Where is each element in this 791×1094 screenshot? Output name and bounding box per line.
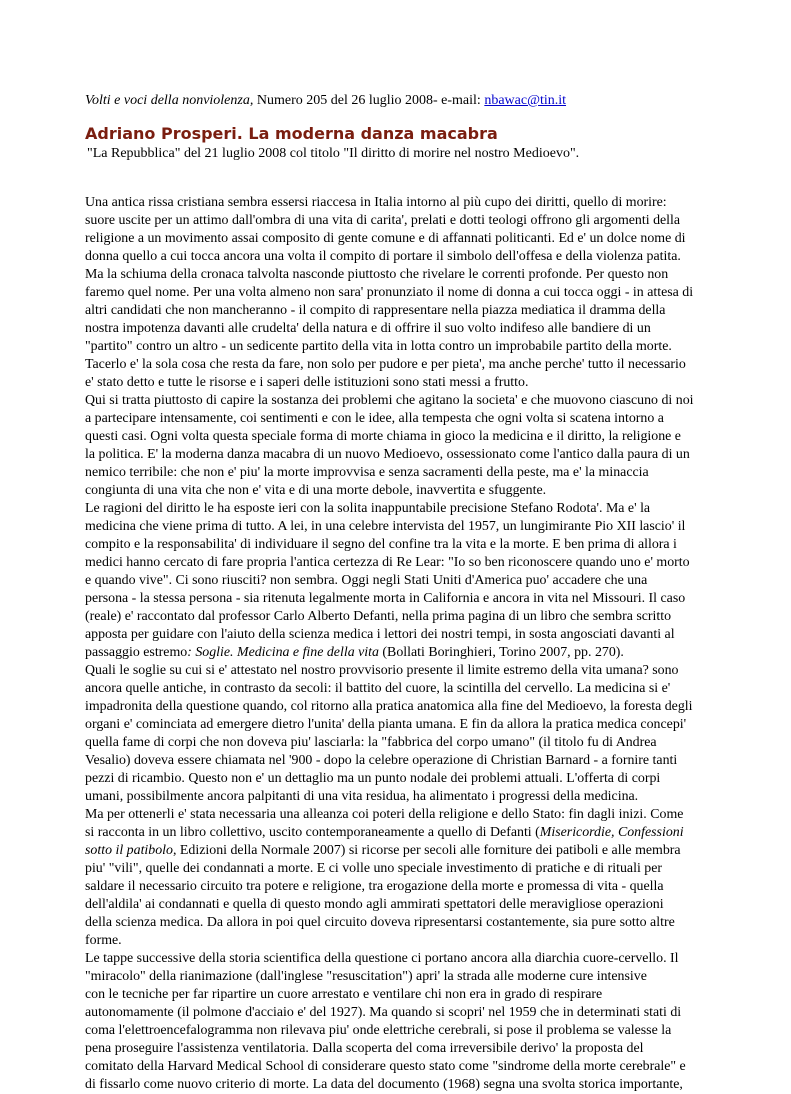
body-line <box>85 878 711 896</box>
body-line <box>85 284 711 302</box>
body-line <box>85 194 711 212</box>
body-line <box>85 1004 711 1022</box>
body-line <box>85 230 711 248</box>
body-line <box>85 896 711 914</box>
body-text-segment: Le tappe successive della storia scientifica della questione ci portano ancora alla diarchia cuore-cervello. Il <box>85 951 679 966</box>
body-line <box>85 446 711 464</box>
body-line <box>85 680 711 698</box>
body-line <box>85 644 711 662</box>
body-text-segment: medicina che viene prima di tutto. A lei, in una celebre intervista del 1957, un lungimirante Pio XII lascio' il <box>85 519 686 534</box>
body-text-segment: e' stato detto e tutte le risorse e i saperi delle istituzioni sono stati messi a frutto. <box>85 375 529 390</box>
body-line <box>85 554 711 572</box>
body-line <box>85 338 711 356</box>
body-line <box>85 428 711 446</box>
body-text-segment: Una antica rissa cristiana sembra essersi riaccesa in Italia intorno al più cupo dei diritti, quello di morire: <box>85 195 667 210</box>
body-line <box>85 986 711 1004</box>
body-text-segment: apposta per guidare con l'aiuto della scienza medica i lettori dei nostri tempi, in sosta angosciati davanti al <box>85 627 675 642</box>
body-text-segment: pena proseguire l'assistenza ventilatoria. Dalla scoperta del coma irreversibile derivo' la proposta del <box>85 1041 644 1056</box>
body-line <box>85 518 711 536</box>
body-text-segment: Le ragioni del diritto le ha esposte ieri con la solita inappuntabile precisione Stefano Rodota'. Ma e' la <box>85 501 651 516</box>
body-text-segment: Vesalio) doveva essere chiamata nel '900 - dopo la celebre operazione di Christian Barnard - a fornire tanti <box>85 753 678 768</box>
body-text-segment: donna quello a cui tocca ancora una volta il compito di portare il simbolo dell'offesa e della violenza patita. <box>85 249 681 264</box>
body-text-segment: quella fame di corpi che non doveva piu' lasciarla: la "fabbrica del corpo umano" (il titolo fu di Andrea <box>85 735 657 750</box>
email-link[interactable]: nbawac@tin.it <box>484 93 567 108</box>
body-text-segment: e quando vive". Ci sono riusciti? non sembra. Oggi negli Stati Uniti d'America puo' accadere che una <box>85 573 648 588</box>
article-body <box>85 194 711 1094</box>
body-text-segment: (reale) e' raccontato dal professor Carlo Alberto Defanti, nella prima pagina di un libro che sembra scritto <box>85 609 672 624</box>
body-line <box>85 1022 711 1040</box>
body-text-segment: saldare il necessario circuito tra potere e religione, tra erogazione della morte e promessa di vita - quella <box>85 879 664 894</box>
body-line <box>85 410 711 428</box>
body-line <box>85 392 711 410</box>
body-line <box>85 662 711 680</box>
body-text-segment: comitato della Harvard Medical School di considerare questo stato come "sindrome della morte cerebrale" e <box>85 1059 686 1074</box>
body-text-segment: organi e' cominciata ad emergere dietro l'unita' della pianta umana. E fin da allora la pratica medica concepi' <box>85 717 687 732</box>
body-text-segment: con le tecniche per far ripartire un cuore arrestato e ventilare chi non era in grado di respirare <box>85 987 603 1002</box>
body-text-segment: compito e la responsabilita' di individuare il segno del confine tra la vita e la morte. E ben prima di allora i <box>85 537 677 552</box>
article-subtitle: "La Repubblica" del 21 luglio 2008 col titolo "Il diritto di morire nel nostro Medioevo". <box>87 146 580 161</box>
body-line <box>85 806 711 824</box>
body-text-segment: forme. <box>85 933 122 948</box>
header-line <box>85 92 566 109</box>
body-text-segment: nemico terribile: che non e' piu' la morte improvvisa e senza sacramenti della peste, ma e' la minaccia <box>85 465 649 480</box>
body-line <box>85 212 711 230</box>
body-text-segment: Quali le soglie su cui si e' attestato nel nostro provvisorio presente il limite estremo della vita umana? sono <box>85 663 679 678</box>
body-line <box>85 1058 711 1076</box>
body-text-segment: suore uscite per un attimo dall'ombra di una vita di carita', prelati e dotti teologi offrono gli argomenti della <box>85 213 681 228</box>
body-text-segment: persona - la stessa persona - sia ritenuta legalmente morta in California e ancora in vita nel Missouri. Il caso <box>85 591 686 606</box>
body-text-segment: : Soglie. Medicina e fine della vita <box>187 645 379 660</box>
body-line <box>85 968 711 986</box>
body-line <box>85 320 711 338</box>
body-text-segment: Tacerlo e' la sola cosa che resta da fare, non solo per pudore e per pieta', ma anche perche' tutto il necessario <box>85 357 686 372</box>
body-line <box>85 626 711 644</box>
body-text-segment: umani, possibilmente ancora palpitanti di una vita residua, ha alimentato i progressi della medicina. <box>85 789 639 804</box>
body-line <box>85 752 711 770</box>
body-line <box>85 1076 711 1094</box>
body-line <box>85 356 711 374</box>
body-text-segment: "partito" contro un altro - un sedicente partito della vita in lotta contro un improbabile partito della morte. <box>85 339 672 354</box>
body-text-segment: sotto il patibolo <box>85 843 173 858</box>
body-line <box>85 608 711 626</box>
body-line <box>85 374 711 392</box>
body-text-segment: a partecipare intensamente, coi sentimenti e con le idee, alla tempesta che ogni volta si scatena intorno a <box>85 411 664 426</box>
body-line <box>85 842 711 860</box>
body-text-segment: dell'aldila' ai condannati e quella di questo mondo agli ammirati spettatori delle meravigliose operazioni <box>85 897 664 912</box>
issue-info: Numero 205 del 26 luglio 2008- e-mail: <box>253 93 485 108</box>
body-line <box>85 302 711 320</box>
body-text-segment: congiunta di una vita che non e' vita e di una morte debole, inavvertita e sfuggente. <box>85 483 547 498</box>
body-text-segment: Misericordie, Confessioni <box>539 825 684 840</box>
body-text-segment: coma l'elettroencefalogramma non rilevava piu' onde elettriche cerebrali, si pose il problema se valesse la <box>85 1023 672 1038</box>
body-line <box>85 1040 711 1058</box>
body-line <box>85 482 711 500</box>
body-text-segment: autonomamente (il polmone d'acciaio e' del 1927). Ma quando si scopri' nel 1959 che in determinati stati di <box>85 1005 682 1020</box>
body-line <box>85 716 711 734</box>
body-line <box>85 698 711 716</box>
body-text-segment: la politica. E' la moderna danza macabra di un nuovo Medioevo, ossessionato come l'antico dalla paura di un <box>85 447 690 462</box>
body-text-segment: Ma la schiuma della cronaca talvolta nasconde piuttosto che rivelare le correnti profonde. Per questo non <box>85 267 669 282</box>
body-text-segment: nostra impotenza davanti alle crudelta' della natura e di offrire il suo volto indifeso alle bandiere di un <box>85 321 651 336</box>
body-line <box>85 914 711 932</box>
body-line <box>85 788 711 806</box>
body-line <box>85 590 711 608</box>
body-line <box>85 266 711 284</box>
body-line <box>85 770 711 788</box>
body-text-segment: medici hanno cercato di fare propria l'antica certezza di Re Lear: "Io so ben riconoscere quando uno e' morto <box>85 555 690 570</box>
body-text-segment: Qui si tratta piuttosto di capire la sostanza dei problemi che agitano la societa' e che muovono ciascuno di noi <box>85 393 694 408</box>
body-text-segment: impadronita della questione quando, col ritorno alla pratica anatomica alla fine del Medioevo, la foresta degli <box>85 699 693 714</box>
body-line <box>85 572 711 590</box>
body-text-segment: di fissarlo come nuovo criterio di morte. La data del documento (1968) segna una svolta storica importante, <box>85 1077 683 1092</box>
body-text-segment: pezzi di ricambio. Questo non e' un dettaglio ma un punto nodale dei problemi attuali. L'offerta di corpi <box>85 771 661 786</box>
body-line <box>85 932 711 950</box>
body-line <box>85 824 711 842</box>
body-text-segment: "miracolo" della rianimazione (dall'inglese "resuscitation") apri' la strada alle moderne cure intensive <box>85 969 647 984</box>
body-line <box>85 500 711 518</box>
body-text-segment: , Edizioni della Normale 2007) si ricorse per secoli alle forniture dei patiboli e alle membra <box>172 843 681 858</box>
body-text-segment: (Bollati Boringhieri, Torino 2007, pp. 270). <box>378 645 624 660</box>
article-title: Adriano Prosperi. La moderna danza macabra <box>85 124 498 143</box>
body-line <box>85 734 711 752</box>
body-line <box>85 860 711 878</box>
body-text-segment: faremo quel nome. Per una volta almeno non sara' pronunziato il nome di donna a cui tocca oggi - in attesa di <box>85 285 694 300</box>
body-text-segment: passaggio estremo <box>85 645 188 660</box>
body-text-segment: altri candidati che non mancheranno - il compito di rappresentare nella piazza mediatica il dramma della <box>85 303 666 318</box>
body-text-segment: questi casi. Ogni volta questa speciale forma di morte chiama in gioco la medicina e il diritto, la religione e <box>85 429 681 444</box>
body-text-segment: piu' "vili", quelle dei condannati a morte. E ci volle uno speciale investimento di pratiche e di rituali per <box>85 861 663 876</box>
body-line <box>85 248 711 266</box>
body-text-segment: della scienza medica. Da allora in poi quel circuito doveva ripresentarsi costantemente, sia pure sotto altre <box>85 915 675 930</box>
body-text-segment: si racconta in un libro collettivo, uscito contemporaneamente a quello di Defanti ( <box>85 825 540 840</box>
body-line <box>85 536 711 554</box>
publication-name: Volti e voci della nonviolenza, <box>85 93 254 108</box>
body-line <box>85 950 711 968</box>
body-text-segment: religione a un movimento assai composito di gente comune e di affannati politicanti. Ed e' un dolce nome di <box>85 231 686 246</box>
body-text-segment: ancora quelle antiche, in contrasto da secoli: il battito del cuore, la scintilla del cervello. La medicina si e' <box>85 681 671 696</box>
body-text-segment: Ma per ottenerli e' stata necessaria una alleanza coi poteri della religione e dello Stato: fin dagli inizi. Come <box>85 807 684 822</box>
body-line <box>85 464 711 482</box>
